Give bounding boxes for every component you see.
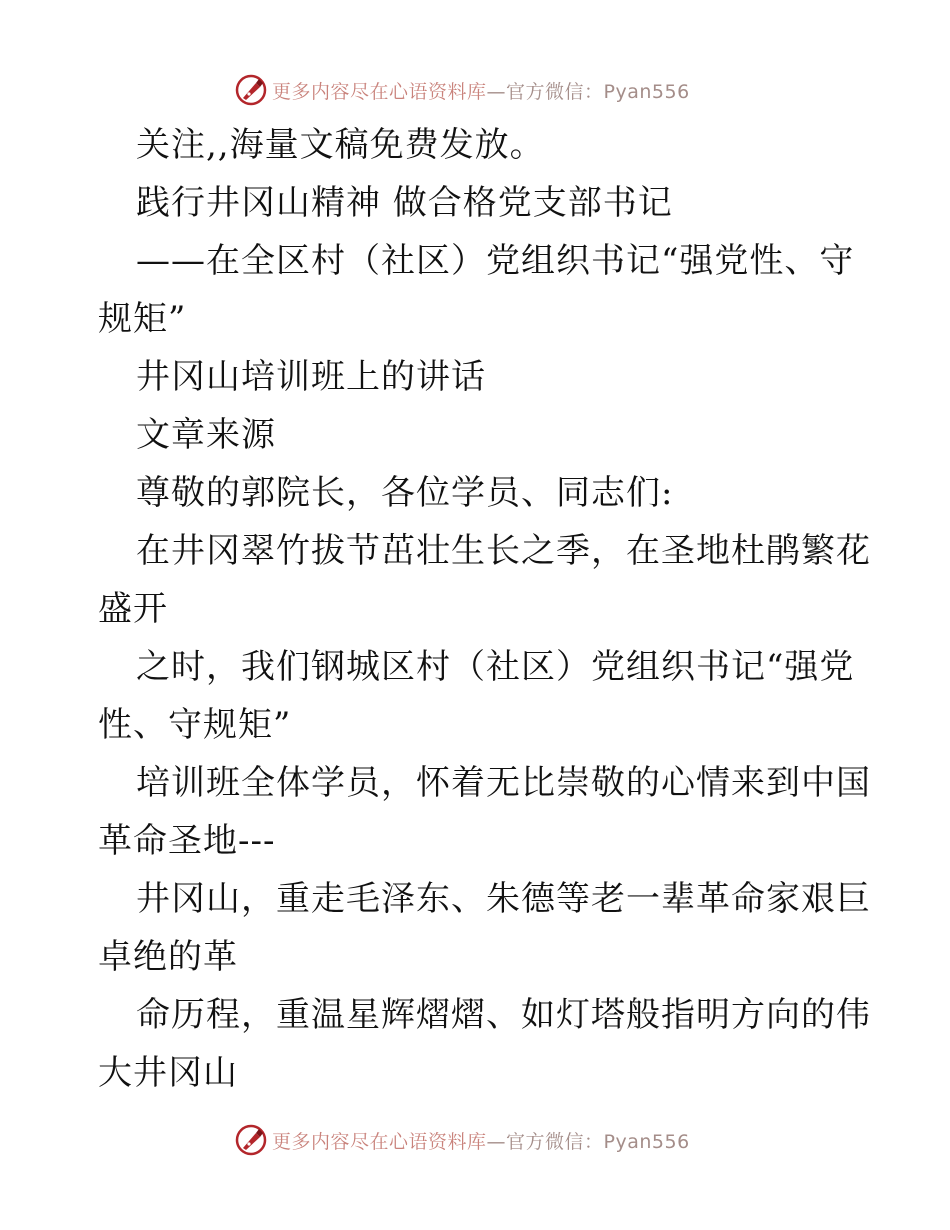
pen-nib-logo-icon [234,1123,268,1157]
text-line: 卓绝的革 [98,937,238,977]
text-line: 规矩” [98,299,187,339]
text-line: ——在全区村（社区）党组织书记“强党性、守 [136,241,855,281]
text-line: 文章来源 [136,415,276,455]
text-line: 井冈山培训班上的讲话 [136,357,486,397]
footer-watermark-banner [234,1122,690,1158]
document-body [98,116,871,1102]
text-line: 践行井冈山精神 做合格党支部书记 [136,183,673,223]
text-line: 培训班全体学员，怀着无比崇敬的心情来到中国 [136,763,871,803]
header-banner-text: 更多内容尽在心语资料库 [272,80,487,103]
text-line: 在井冈翠竹拔节茁壮生长之季，在圣地杜鹃繁花 [136,531,871,571]
text-line: 盛开 [98,589,168,629]
text-line: 尊敬的郭院长，各位学员、同志们: [136,473,674,513]
text-line: 关注,,海量文稿免费发放。 [136,125,545,165]
text-line: 命历程，重温星辉熠熠、如灯塔般指明方向的伟 [136,995,871,1035]
text-line: 大井冈山 [98,1053,238,1093]
header-watermark-banner [234,72,690,108]
footer-banner-contact: —官方微信：Pyan556 [486,1130,690,1153]
header-banner-contact: —官方微信：Pyan556 [486,80,690,103]
text-line: 革命圣地--- [98,821,276,861]
footer-banner-text: 更多内容尽在心语资料库 [272,1130,487,1153]
text-line: 之时，我们钢城区村（社区）党组织书记“强党 [136,647,855,687]
pen-nib-logo-icon [234,73,268,107]
text-line: 井冈山，重走毛泽东、朱德等老一辈革命家艰巨 [136,879,871,919]
text-line: 性、守规矩” [98,705,292,745]
